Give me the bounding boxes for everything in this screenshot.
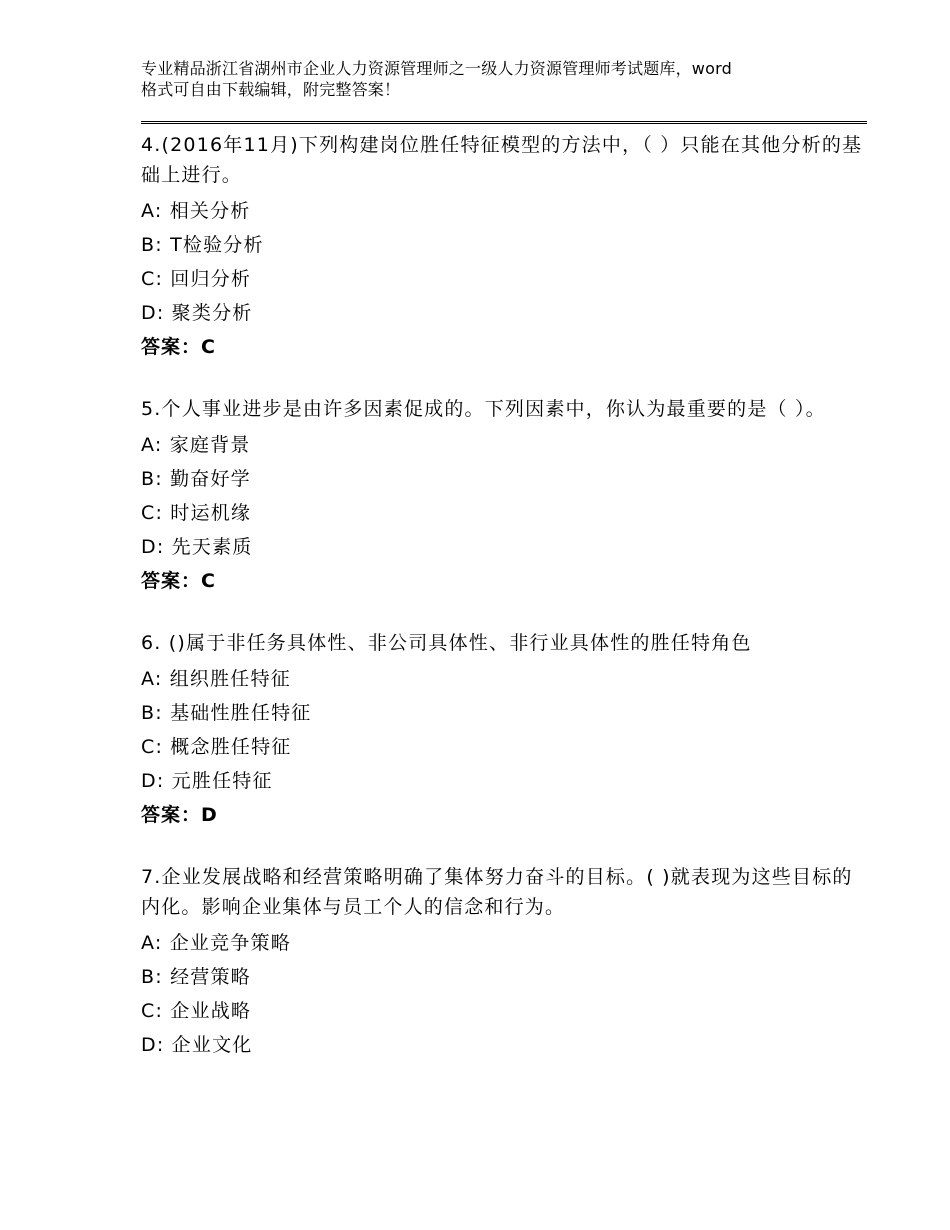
option-d: D: 聚类分析 [141, 302, 253, 324]
question-stem: 7.企业发展战略和经营策略明确了集体努力奋斗的目标。( )就表现为这些目标的内化。影响企业集体与员工个人的信念和行为。 [141, 866, 853, 918]
option-a: A: 家庭背景 [141, 434, 251, 456]
question-list [141, 130, 867, 1062]
option-c: C: 企业战略 [141, 1000, 252, 1022]
header-line-1: 专业精品浙江省湖州市企业人力资源管理师之一级人力资源管理师考试题库，word [141, 59, 732, 78]
option-b: B: 经营策略 [141, 966, 251, 988]
option-a: A: 企业竞争策略 [141, 932, 291, 954]
document-header [141, 58, 831, 100]
option-d: D: 元胜任特征 [141, 770, 273, 792]
option-b: B: 勤奋好学 [141, 468, 251, 490]
answer: 答案：D [141, 804, 218, 826]
option-c: C: 概念胜任特征 [141, 736, 292, 758]
option-a: A: 相关分析 [141, 200, 251, 222]
option-c: C: 回归分析 [141, 268, 252, 290]
question-stem: 4.(2016年11月)下列构建岗位胜任特征模型的方法中，（ ）只能在其他分析的基础上进行。 [141, 134, 863, 186]
answer: 答案：C [141, 336, 216, 358]
question-stem: 6. ()属于非任务具体性、非公司具体性、非行业具体性的胜任特角色 [141, 632, 752, 654]
question-6 [141, 628, 867, 832]
question-7 [141, 862, 867, 1062]
option-b: B: 基础性胜任特征 [141, 702, 312, 724]
option-d: D: 先天素质 [141, 536, 253, 558]
question-4 [141, 130, 867, 364]
option-d: D: 企业文化 [141, 1034, 253, 1056]
question-5 [141, 394, 867, 598]
option-a: A: 组织胜任特征 [141, 668, 291, 690]
header-line-2: 格式可自由下载编辑，附完整答案！ [141, 80, 401, 99]
header-divider [141, 121, 867, 124]
answer: 答案：C [141, 570, 216, 592]
option-b: B: T检验分析 [141, 234, 264, 256]
question-stem: 5.个人事业进步是由许多因素促成的。下列因素中，你认为最重要的是（ ）。 [141, 398, 826, 420]
option-c: C: 时运机缘 [141, 502, 252, 524]
